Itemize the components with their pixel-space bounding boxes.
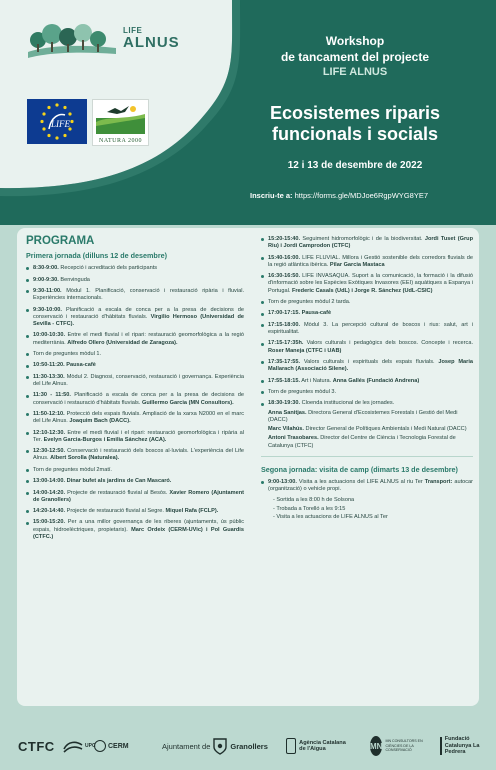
- eu-life-logo: [27, 99, 87, 144]
- program-panel: [17, 228, 479, 706]
- ctfc-logo: CTFC: [18, 738, 55, 754]
- program-item: [26, 351, 244, 358]
- mn-logo: [370, 735, 438, 757]
- item-text: Valors culturals i pedagògics dels boscos. Concepte i recerca.: [306, 340, 473, 347]
- cerm-text: CERM: [108, 742, 129, 750]
- cerm-logo: [94, 735, 129, 757]
- item-speaker: Miquel Rafa (FCLP).: [165, 508, 219, 515]
- registration-line: [250, 191, 480, 200]
- item-speaker: Pilar Garcia Mastaca: [329, 261, 385, 268]
- granollers-shield-icon: [212, 737, 228, 755]
- item-speaker: Josep Maria Mallarach (Associació Silene).: [268, 358, 473, 373]
- day2-title: Segona jornada: visita de camp (dimarts 13 de desembre): [261, 464, 458, 474]
- item-time: 17:55-18:15.: [268, 377, 301, 384]
- item-speaker: Marc Ordeix (CERM-UVic) i Pol Guardis (CTFC.): [33, 526, 244, 540]
- day2-details: [261, 497, 473, 521]
- item-text: Protecció dels espais fluvials. Ampliació de la xarxa N2000 en el marc del Life Alnus.: [33, 410, 244, 425]
- item-speaker: Virgilio Hermoso (Universidad de Sevilla - CTFC).: [33, 313, 244, 327]
- item-text: Torn de preguntes mòdul 2 tarda.: [268, 298, 351, 305]
- program-item: [26, 467, 244, 474]
- cerm-circle-icon: [94, 740, 106, 752]
- item-speaker: Jordi Tuset (Grup Riu) i Jordi Camprodon (CTFC): [268, 236, 473, 250]
- day-divider: [261, 456, 473, 457]
- item-text: LIFE FLUVIAL. Millora i Gestió sostenible dels corredors fluvials de la regió atlàntica ibèrica.: [268, 254, 473, 268]
- item-time: 14:00-14:20.: [33, 489, 66, 496]
- program-item: [261, 255, 473, 269]
- mn-circle: MN: [370, 736, 382, 756]
- program-item: [26, 332, 244, 346]
- closing-speaker-name: Marc Vilahús.: [268, 426, 304, 433]
- item-text: Entre el medi fluvial i el ripari: restauració geomorfològica a la regió mediterrània.: [33, 332, 244, 346]
- item-text: Conservació i restauració dels boscos al·luvials. L'experiència del Life Alnus.: [33, 448, 244, 462]
- item-text: Planificació a escala de conca per a la presa de decisions de conservació i restauració d'hàbitats fluvials.: [33, 306, 245, 320]
- natura-text: NATURA 2000: [98, 138, 142, 144]
- item-text: Per a una millor governança de les riberes (ajuntaments, ús públic espais, hidroelèctriques, propietaris).: [33, 519, 244, 533]
- fundacio-logo: [440, 735, 480, 757]
- day2-detail-line: - Visita a les actuacions de LIFE ALNUS al Ter: [273, 513, 388, 520]
- item-text: Pausa-cafè: [66, 362, 96, 369]
- natura-bird-icon: [93, 100, 148, 136]
- item-time: 17:15-17:35h.: [268, 340, 304, 347]
- program-item: [26, 478, 244, 485]
- program-item: [261, 389, 473, 396]
- event-title-line1: Ecosistemes riparis: [269, 103, 441, 123]
- program-item: [26, 411, 244, 425]
- registration-link[interactable]: https://forms.gle/MDJoe6RgpWYG8YE7: [294, 191, 428, 200]
- item-text: Torn de preguntes mòdul 3.: [268, 388, 337, 395]
- item-text: Cloenda institucional de les jornades.: [301, 400, 395, 407]
- aca-text: Agència Catalana de l'Aigua: [299, 739, 346, 752]
- program-item: [26, 288, 244, 302]
- item-text: Projecte de restauració fluvial al Besòs.: [67, 489, 168, 496]
- program-item: [26, 374, 244, 388]
- item-text: Entre el medi fluvial i el ripari: restauració geomorfològica i ripària al Ter.: [33, 429, 244, 443]
- item-time: 11:50-12:10.: [33, 410, 65, 417]
- eu-stars-icon: [27, 99, 87, 144]
- aca-logo: [286, 735, 350, 757]
- item-time: 17:15-18:00.: [268, 321, 301, 328]
- day1-list: [26, 265, 244, 541]
- item-time: 17:00-17:15.: [268, 310, 301, 317]
- item-time: 12:30-12:50.: [33, 448, 66, 455]
- item-time: 11:30-13:30.: [33, 373, 65, 380]
- project-name: LIFE ALNUS: [322, 66, 388, 78]
- item-speaker: Albert Sorolla (Naturalea).: [50, 455, 120, 462]
- program-item: [26, 307, 244, 329]
- item-time: 11:30 - 11:50.: [33, 392, 71, 399]
- item-time: 10:00-10:30.: [33, 332, 66, 339]
- fundacio-bar-icon: [440, 737, 442, 755]
- program-column-left: [26, 236, 244, 545]
- header: [0, 0, 496, 225]
- program-item: [26, 277, 244, 284]
- program-item: [261, 310, 473, 317]
- footer-logos: [0, 713, 496, 770]
- item-text: Recepció i acreditació dels participants: [60, 265, 158, 272]
- item-speaker: Evelyn Garcia-Burgos i Emilia Sánchez (ACA).: [43, 436, 167, 443]
- upc-text: UPC: [85, 743, 96, 749]
- granollers-logo: [162, 735, 268, 757]
- item-time: 15:20-15:40.: [268, 236, 301, 242]
- item-text: Planificació a escala de conca per a la presa de decisions de conservació i restauració d'hàbitats fluvials.: [33, 392, 244, 406]
- transport-text: autocar (organització) o vehicle propi.: [268, 478, 474, 492]
- item-text: Torn de preguntes mòdul 1.: [33, 350, 102, 357]
- item-speaker: Frederic Casals (UdL) i Jorge R. Sánchez (UdL-CSIC): [291, 287, 433, 294]
- logo-alnus-text: ALNUS: [123, 34, 180, 51]
- item-text: Projecte de restauració fluvial al Segre.: [66, 508, 164, 515]
- event-date: 12 i 13 de desembre de 2022: [287, 160, 423, 171]
- item-text: Art i Natura.: [301, 377, 332, 384]
- fundacio-text: Fundació Catalunya La Pedrera: [444, 736, 480, 756]
- registration-label: Inscriu-te a:: [250, 191, 293, 200]
- item-time: 9:30-10:00.: [33, 306, 62, 313]
- item-time: 12:10-12:30.: [33, 429, 66, 436]
- item-time: 9:00-9:30.: [33, 276, 59, 283]
- item-time: 15:00-15:20.: [33, 519, 66, 526]
- closing-speakers: [261, 410, 473, 450]
- life-alnus-logo: [26, 22, 180, 60]
- program-item: [261, 378, 473, 385]
- tancament-label: de tancament del projecte: [280, 50, 430, 64]
- item-time: 18:30-19:30.: [268, 400, 301, 407]
- item-speaker: Alfredo Ollero (Universidad de Zaragoza).: [67, 339, 178, 346]
- program-item: [261, 236, 473, 250]
- day2-visit-item: [261, 479, 473, 493]
- closing-speaker: [261, 410, 473, 424]
- item-speaker: Roser Maneja (CTFC i UAB): [268, 347, 342, 354]
- transport-label: Transport:: [424, 478, 453, 485]
- item-text: Mòdul 1. Planificació, conservació i restauració ripària i fluvial. Experiències internacionals.: [33, 287, 244, 302]
- program-item: [26, 265, 244, 272]
- item-time: 9:30-11:00.: [33, 287, 62, 294]
- item-text: Valors culturals i espirituals dels espais fluvials.: [303, 358, 435, 365]
- granollers-text: Granollers: [230, 741, 268, 751]
- program-column-right: [261, 236, 473, 522]
- item-time: 14:20-14:40.: [33, 508, 66, 515]
- granollers-prefix: Ajuntament de: [162, 741, 211, 751]
- closing-speaker: [261, 435, 473, 449]
- program-item: [261, 359, 473, 373]
- closing-speaker-role: Director del Centre de Ciència i Tecnologia Forestal de Catalunya (CTFC): [268, 435, 456, 449]
- aca-drop-icon: [286, 738, 296, 754]
- item-time: 16:30-16:50.: [268, 273, 301, 280]
- mn-subtitle: MN CONSULTORS EN CIÈNCIES DE LA CONSERVACIÓ: [385, 739, 423, 753]
- item-text: Mòdul 2. Diagnosi, conservació, restauració i governança. Experiència del Life Alnus.: [33, 373, 244, 387]
- program-item: [26, 508, 244, 515]
- program-item: [26, 430, 244, 444]
- program-item: [261, 299, 473, 306]
- program-item: [26, 490, 244, 504]
- natura-2000-logo: [92, 99, 149, 146]
- day2-detail-line: - Trobada a Torelló a les 9:15: [273, 505, 346, 512]
- day2-detail-line: - Sortida a les 8:00 h de Solsona: [273, 497, 355, 504]
- eu-life-text: LIFE: [51, 119, 70, 129]
- item-text: Benvinguda: [60, 276, 90, 283]
- event-title-line2: funcionals i socials: [271, 124, 439, 144]
- upc-logo: [62, 735, 96, 757]
- closing-speaker-name: Antoni Trasobares.: [268, 435, 319, 442]
- program-item: [261, 340, 473, 354]
- upc-swirl-icon: [62, 737, 84, 755]
- closing-speaker-role: Directora General d'Ecosistemes Forestals i Gestió del Medi (DACC): [268, 409, 458, 423]
- item-text: Dinar bufet als jardins de Can Mascaró.: [66, 478, 172, 485]
- trees-icon: [26, 22, 118, 60]
- program-item: [26, 448, 244, 462]
- item-speaker: Xavier Romero (Ajuntament de Granollers): [33, 489, 244, 503]
- item-time: 8:30-9:00.: [33, 265, 59, 272]
- program-item: [26, 519, 244, 541]
- item-time: 15:40-16:00.: [268, 254, 301, 261]
- closing-speaker: [261, 426, 473, 433]
- item-time: 17:35-17:55.: [268, 358, 301, 365]
- day2-time: 9:00-13:00.: [268, 478, 297, 485]
- workshop-label: Workshop: [325, 34, 385, 48]
- item-text: Torn de preguntes mòdul 2matí.: [33, 466, 112, 473]
- item-text: LIFE INVASAQUA. Suport a la comunicació, la formació i la difusió d'informació sobre les Espècies Exòtiques Invasores (EEI) aquàtiques a Espanya i Portugal.: [268, 273, 474, 294]
- program-item: [261, 322, 473, 336]
- item-time: 13:00-14:00.: [33, 478, 66, 485]
- closing-speaker-role: Director General de Polítiques Ambientals i Medi Natural (DACC): [305, 426, 467, 433]
- closing-speaker-name: Anna Sanitjas.: [268, 409, 307, 416]
- logo-life-text: LIFE: [123, 26, 143, 35]
- item-text: Pausa-cafè: [301, 310, 332, 317]
- item-speaker: Joaquim Bach (DACC).: [69, 418, 131, 425]
- program-item: [261, 273, 473, 295]
- item-text: Mòdul 3. La percepció cultural de boscos i rius: salut, art i espiritualitat.: [268, 321, 473, 335]
- program-item: [26, 392, 244, 406]
- item-text: Seguiment hidromorfològic i de la biodiversitat.: [302, 236, 423, 242]
- program-item: [261, 400, 473, 407]
- day1-continued-list: [261, 236, 473, 408]
- day1-title: Primera jornada (dilluns 12 de desembre): [26, 251, 168, 261]
- item-speaker: Guillermo Garcia (MN Consultors).: [141, 399, 234, 406]
- program-title: PROGRAMA: [26, 235, 95, 247]
- program-item: [26, 362, 244, 369]
- day2-text: Visita a les actuacions del LIFE ALNUS al riu Ter: [298, 478, 423, 485]
- item-speaker: Anna Gallés (Fundació Andrena): [332, 377, 420, 384]
- item-time: 10:50-11:20.: [33, 362, 65, 369]
